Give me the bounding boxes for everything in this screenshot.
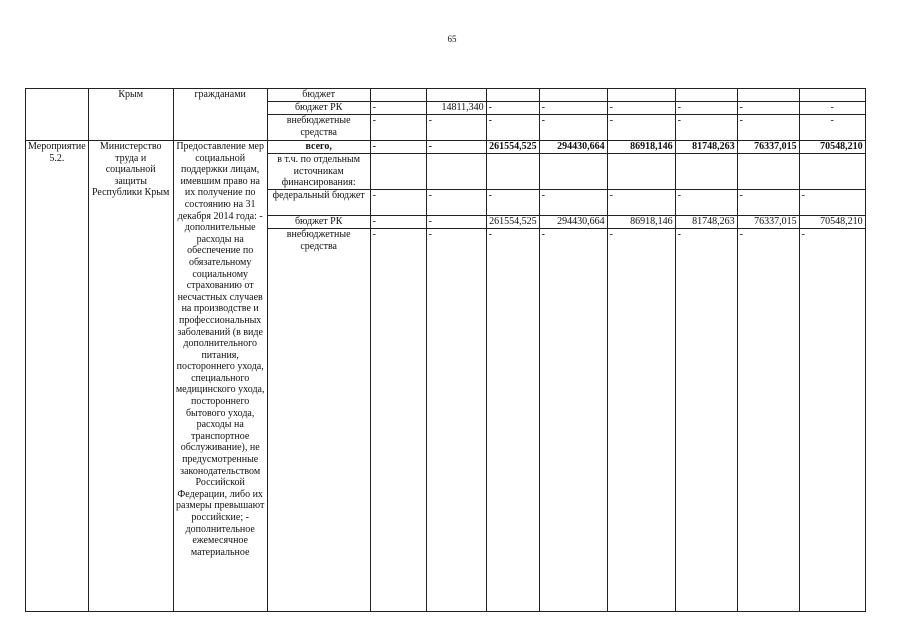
source-cell: всего, [267, 141, 370, 154]
table-row [26, 89, 866, 102]
source-cell: бюджет РК [267, 102, 370, 115]
value-cell: 70548,210 [799, 141, 865, 154]
value-cell: - [426, 115, 486, 141]
value-cell [539, 154, 607, 190]
value-cell: - [539, 102, 607, 115]
value-cell [370, 89, 426, 102]
value-cell: - [486, 190, 539, 216]
value-cell: - [426, 216, 486, 229]
value-cell: 81748,263 [675, 216, 737, 229]
value-cell [539, 89, 607, 102]
value-cell: - [607, 229, 675, 612]
value-cell [607, 154, 675, 190]
executor-cell: Министерство труда и социальной защиты Республики Крым [88, 141, 173, 612]
value-cell [486, 154, 539, 190]
value-cell: 70548,210 [799, 216, 865, 229]
description-cell: Предоставление мер социальной поддержки лицам, имевшим право на их получение по состоянию на 31 декабря 2014 года: - дополнительные расходы на обеспечение по обязательному социальному страхованию от несчастных случаев на производстве и профессиональных заболеваний (в виде дополнительного питания, постороннего ухода, специального медицинского ухода, постороннего бытового ухода, расходы на транспортное обслуживание), не предусмотренные законодательством Российской Федерации, либо их размеры превышают российские; - дополнительное ежемесячное материальное [173, 141, 267, 612]
value-cell: - [737, 102, 799, 115]
value-cell [675, 89, 737, 102]
value-cell: 294430,664 [539, 141, 607, 154]
value-cell: - [675, 102, 737, 115]
value-cell: - [539, 115, 607, 141]
table-row [26, 141, 866, 154]
value-cell: - [426, 229, 486, 612]
value-cell [426, 89, 486, 102]
executor-cell: Крым [88, 89, 173, 141]
value-cell: - [370, 190, 426, 216]
value-cell: - [675, 115, 737, 141]
value-cell: 86918,146 [607, 141, 675, 154]
value-cell: 81748,263 [675, 141, 737, 154]
source-cell: федеральный бюджет [267, 190, 370, 216]
value-cell: - [607, 190, 675, 216]
value-cell: 14811,340 [426, 102, 486, 115]
value-cell: - [799, 102, 865, 115]
event-cell: Мероприятие 5.2. [26, 141, 89, 612]
value-cell: - [737, 229, 799, 612]
value-cell: - [370, 229, 426, 612]
value-cell [370, 154, 426, 190]
value-cell: 86918,146 [607, 216, 675, 229]
value-cell: 76337,015 [737, 216, 799, 229]
value-cell: - [426, 141, 486, 154]
value-cell: - [799, 229, 865, 612]
value-cell: - [607, 115, 675, 141]
value-cell: 261554,525 [486, 216, 539, 229]
value-cell [799, 89, 865, 102]
value-cell: - [370, 115, 426, 141]
value-cell [737, 154, 799, 190]
event-cell [26, 89, 89, 141]
value-cell [486, 89, 539, 102]
financing-table [25, 88, 866, 612]
value-cell: - [737, 190, 799, 216]
value-cell: - [370, 102, 426, 115]
value-cell: - [426, 190, 486, 216]
value-cell: - [799, 190, 865, 216]
value-cell [426, 154, 486, 190]
source-cell: в т.ч. по отдельным источникам финансирования: [267, 154, 370, 190]
value-cell: - [539, 229, 607, 612]
value-cell: - [486, 229, 539, 612]
page-number: 65 [447, 34, 457, 44]
source-cell: внебюджетные средства [267, 115, 370, 141]
source-cell: бюджет РК [267, 216, 370, 229]
value-cell [737, 89, 799, 102]
value-cell: - [675, 190, 737, 216]
value-cell: - [539, 190, 607, 216]
description-cell: гражданами [173, 89, 267, 141]
value-cell: - [370, 216, 426, 229]
value-cell: 294430,664 [539, 216, 607, 229]
value-cell: - [607, 102, 675, 115]
value-cell [675, 154, 737, 190]
value-cell [607, 89, 675, 102]
value-cell: - [675, 229, 737, 612]
value-cell: - [486, 115, 539, 141]
source-cell: внебюджетные средства [267, 229, 370, 612]
value-cell: 76337,015 [737, 141, 799, 154]
value-cell: - [370, 141, 426, 154]
value-cell: - [799, 115, 865, 141]
value-cell: 261554,525 [486, 141, 539, 154]
source-cell: бюджет [267, 89, 370, 102]
value-cell: - [737, 115, 799, 141]
value-cell [799, 154, 865, 190]
value-cell: - [486, 102, 539, 115]
